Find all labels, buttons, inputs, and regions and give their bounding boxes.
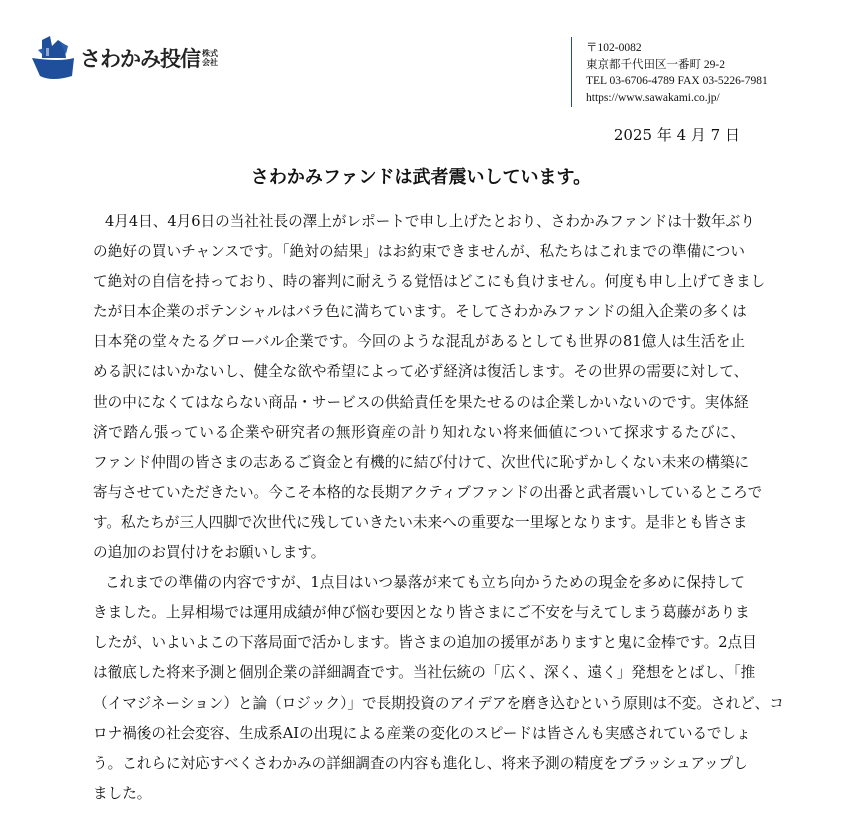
- paragraph-line: の絶好の買いチャンスです。「絶対の結果」はお約束できませんが、私たちはこれまでの準備につい: [93, 243, 745, 261]
- logo-suffix-bottom: 会社: [202, 58, 218, 67]
- paragraph-line: これまでの準備の内容ですが、1点目はいつ暴落が来ても立ち向かうための現金を多めに保持して: [105, 574, 745, 592]
- paragraph-line: たが日本企業のポテンシャルはバラ色に満ちています。そしてさわかみファンドの組入企業の多くは: [93, 303, 747, 321]
- paragraph-line: きました。上昇相場では運用成績が伸び悩む要因となり皆さまにご不安を与えてしまう葛藤がありま: [93, 604, 750, 622]
- paragraph-line: ファンド仲間の皆さまの志あるご資金と有機的に結び付けて、次世代に恥ずかしくない未来の構築に: [93, 453, 750, 471]
- website-url: https://www.sawakami.co.jp/: [586, 91, 720, 104]
- address-block: [586, 40, 768, 106]
- paragraph-line: ロナ禍後の社会変容、生成系AIの出現による産業の変化のスピードは皆さんも実感されているでしょ: [93, 724, 751, 742]
- logo-suffix-top: 株式: [202, 49, 218, 58]
- document-body: [93, 210, 784, 812]
- paragraph-line: 世の中になくてはならない商品・サービスの供給責任を果たせるのは企業しかいないのです。実体経: [93, 393, 749, 411]
- paragraph-line: 済で踏ん張っている企業や研究者の無形資産の計り知れない将来価値について探求するたびに、: [93, 423, 745, 441]
- paragraph-line: める訳にはいかないし、健全な欲や希望によって必ず経済は復活します。その世界の需要に対して、: [93, 363, 749, 381]
- paragraph-line: したが、いよいよこの下落局面で活かします。皆さまの追加の援軍がありますと鬼に金棒です。2点目: [93, 634, 757, 652]
- logo-suffix: [202, 49, 218, 67]
- ship-logo-icon: [30, 36, 76, 80]
- paragraph-line: 寄与させていただきたい。今こそ本格的な長期アクティブファンドの出番と武者震いしているところで: [93, 483, 763, 501]
- paragraph-line: （イマジネーション）と論（ロジック）」で長期投資のアイデアを磨き込むという原則は不変。されど、コ: [93, 694, 784, 712]
- paragraph-line: は徹底した将来予測と個別企業の詳細調査です。当社伝統の「広く、深く、遠く」発想をとばし、「推: [93, 664, 756, 682]
- paragraph-line: の追加のお買付けをお願いします。: [93, 544, 326, 562]
- paragraph-line: う。これらに対応すべくさわかみの詳細調査の内容も進化し、将来予測の精度をブラッシュアップし: [93, 754, 748, 772]
- address-divider: [571, 37, 572, 107]
- paragraph-line: 4月4日、4月6日の当社社長の澤上がレポートで申し上げたとおり、さわかみファンドは十数年ぶり: [105, 213, 755, 230]
- company-logo: [30, 36, 218, 80]
- paragraph-line: す。私たちが三人四脚で次世代に残していきたい未来への重要な一里塚となります。是非とも皆さま: [93, 513, 748, 531]
- paragraph-line: 日本発の堂々たるグローバル企業です。今回のような混乱があるとしても世界の81億人は生活を止: [93, 333, 745, 351]
- paragraph-line: ました。: [93, 784, 152, 802]
- street-address: 東京都千代田区一番町 29-2: [586, 58, 725, 71]
- paragraph: [93, 210, 766, 571]
- postal-code: 〒102-0082: [586, 42, 642, 54]
- phone-fax: TEL 03-6706-4789 FAX 03-5226-7981: [586, 75, 768, 87]
- paragraph-line: て絶対の自信を持っており、時の審判に耐えうる覚悟はどこにも負けません。何度も申し上げてきまし: [93, 273, 766, 291]
- document-title: さわかみファンドは武者震いしています。: [250, 167, 592, 188]
- paragraph: [93, 571, 784, 812]
- logo-text: さわかみ投信: [80, 47, 200, 71]
- document-date: 2025 年 4 月 7 日: [613, 126, 740, 144]
